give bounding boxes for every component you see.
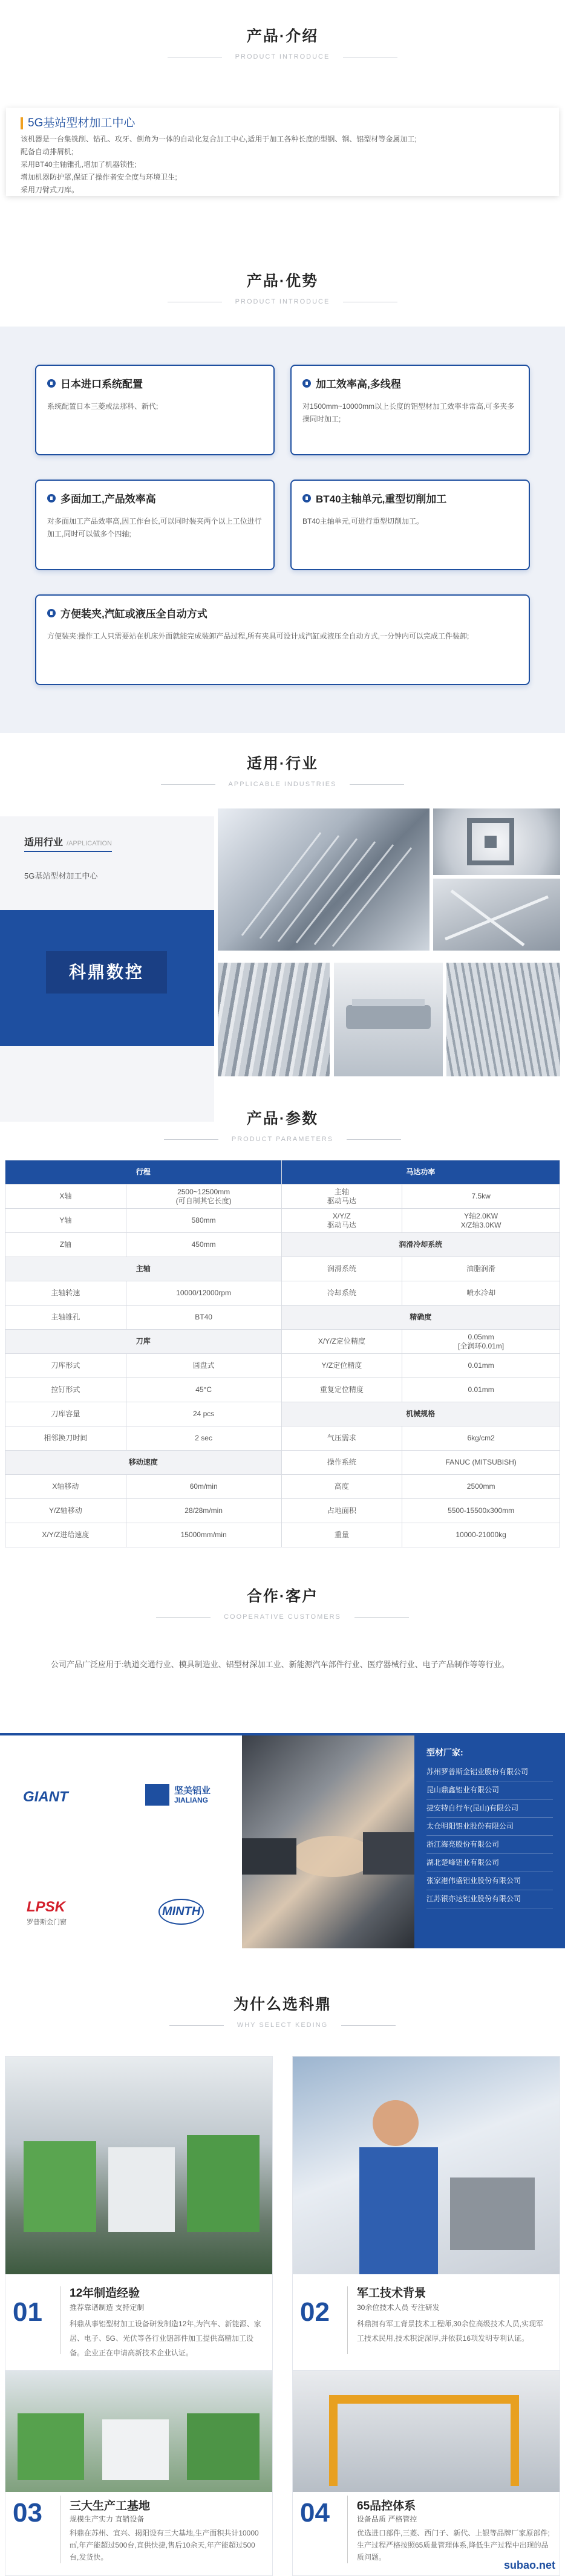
why-subtitle: WHY SELECT KEDING [224, 2021, 341, 2029]
params-row [5, 1257, 560, 1281]
params-cell: 行程 [5, 1160, 282, 1185]
industry-tag-en: /APPLICATION [67, 840, 112, 847]
params-cell: 15000mm/min [126, 1523, 281, 1547]
heatsink-fins-icon [218, 808, 429, 951]
params-cell: 机械规格 [281, 1402, 560, 1426]
params-cell: 0.05mm [全润环0.01m] [402, 1330, 560, 1354]
frame-rails-icon [433, 879, 560, 951]
intro-line: 采用刀臂式刀库。 [21, 186, 79, 194]
params-cell: 移动速度 [5, 1451, 282, 1475]
params-cell: 重量 [281, 1523, 402, 1547]
intro-desc [21, 133, 544, 197]
params-cell: 60m/min [126, 1475, 281, 1499]
why-heading [0, 1992, 565, 2030]
params-cell: Y轴2.0KW X/Z轴3.0KW [402, 1209, 560, 1233]
check-icon [302, 379, 311, 388]
advantage-title: 多面加工,产品效率高 [60, 493, 156, 505]
params-row [5, 1523, 560, 1547]
params-cell: 高度 [281, 1475, 402, 1499]
params-cell: 占地面积 [281, 1499, 402, 1523]
aluminum-part-photo [334, 963, 443, 1076]
intro-title: 产品·介绍 [246, 28, 319, 45]
advantages-heading [0, 269, 565, 307]
intro-box-title: 5G基站型材加工中心 [21, 117, 544, 129]
minth-logo: MINTH [158, 1899, 204, 1925]
intro-line: 配备自动排屑机; [21, 148, 74, 156]
profile-section-icon [433, 808, 560, 875]
aluminum-bars-photo [446, 963, 560, 1076]
params-row [5, 1354, 560, 1378]
params-cell: 7.5kw [402, 1185, 560, 1209]
params-cell: Y轴 [5, 1209, 126, 1233]
why-card-subtitle: 30余位技术人员 专注研发 [357, 2303, 440, 2312]
params-cell: 2 sec [126, 1426, 281, 1451]
why-card [5, 2056, 273, 2370]
params-cell: 圆盘式 [126, 1354, 281, 1378]
check-icon [302, 494, 311, 503]
params-cell: X/Y/Z定位精度 [281, 1330, 402, 1354]
customers-title: 合作·客户 [246, 1588, 319, 1605]
customer-item: 太仓明阳铝业股份有限公司 [426, 1818, 553, 1836]
params-cell: X轴移动 [5, 1475, 126, 1499]
customer-item: 张家港伟盛铝业股份有限公司 [426, 1872, 553, 1890]
advantage-desc: BT40主轴单元,可进行重型切削加工。 [302, 517, 424, 525]
advantage-title: 方便装夹,汽缸或液压全自动方式 [60, 608, 207, 620]
check-icon [47, 609, 56, 617]
params-cell: 主轴 驱动马达 [281, 1185, 402, 1209]
params-row [5, 1185, 560, 1209]
params-cell: 28/28m/min [126, 1499, 281, 1523]
intro-line: 采用BT40主轴锥孔,增加了机器锁性; [21, 160, 137, 169]
params-title: 产品·参数 [246, 1110, 319, 1127]
lpsk-logo-cn: 罗普斯金门窗 [27, 1919, 67, 1926]
params-cell: 主轴 [5, 1257, 282, 1281]
params-cell: 0.01mm [402, 1378, 560, 1402]
params-cell: 刀库形式 [5, 1354, 126, 1378]
gantry-icon [293, 2371, 560, 2492]
advantage-desc: 系统配置日本三菱或法那科、新代; [47, 402, 158, 411]
why-card-title: 65品控体系 [357, 2500, 416, 2513]
factory-machines-photo [5, 2057, 272, 2274]
advantage-title: BT40主轴单元,重型切削加工 [316, 493, 447, 505]
params-cell: X/Y/Z进给速度 [5, 1523, 126, 1547]
params-cell: 精确度 [281, 1306, 560, 1330]
industry-tag [24, 834, 112, 852]
params-cell: 润滑系统 [281, 1257, 402, 1281]
handshake-photo [242, 1735, 414, 1948]
params-row [5, 1499, 560, 1523]
intro-line: 增加机器防护罩,保证了操作者安全度与环境卫生; [21, 173, 177, 181]
params-row [5, 1306, 560, 1330]
technician-photo [293, 2057, 560, 2274]
why-card-desc: 科鼎从事铝型材加工设备研发制造12年,为汽车、新能源、家居、电子、5G、光伏等各行业铝部件加工提供高精加工设备。企业正在申请高新技术企业认证。 [70, 2320, 261, 2357]
advantages-title: 产品·优势 [246, 273, 319, 290]
check-icon [47, 379, 56, 388]
intro-line: 该机器是一台集铣削、钻孔、攻牙、倒角为一体的自动化复合加工中心,适用于加工各种长度的型钢、钢、铝型材等金属加工; [21, 135, 417, 143]
params-row [5, 1330, 560, 1354]
jiamei-logo-cn: 坚美铝业 [174, 1786, 211, 1796]
params-cell: 冷却系统 [281, 1281, 402, 1306]
advantage-card [35, 594, 530, 685]
why-card-title: 12年制造经验 [70, 2287, 140, 2300]
params-cell: 喷水冷却 [402, 1281, 560, 1306]
advantages-subtitle: PRODUCT INTRODUCE [222, 298, 344, 305]
params-cell: 主轴转速 [5, 1281, 126, 1306]
params-table [5, 1160, 560, 1547]
advantage-card [290, 365, 530, 455]
params-cell: 5500-15500x300mm [402, 1499, 560, 1523]
check-icon [47, 494, 56, 503]
params-cell: 24 pcs [126, 1402, 281, 1426]
params-cell: 450mm [126, 1233, 281, 1257]
why-card [5, 2370, 273, 2576]
why-card-subtitle: 规模生产实力 直销设备 [70, 2515, 145, 2523]
customer-item: 湖北楚峰铝业有限公司 [426, 1854, 553, 1872]
why-card-subtitle: 推荐靠谱制造 支持定制 [70, 2303, 145, 2312]
customer-list [414, 1735, 565, 1948]
customers-subtitle: COOPERATIVE CUSTOMERS [211, 1613, 354, 1621]
aluminum-heatsink-photo [218, 808, 429, 951]
why-card-title: 三大生产工基地 [70, 2500, 151, 2513]
customer-item: 苏州罗普斯金铝业股份有限公司 [426, 1763, 553, 1781]
advantage-title: 日本进口系统配置 [60, 379, 143, 390]
why-card [292, 2056, 560, 2370]
params-cell: 刀库容量 [5, 1402, 126, 1426]
machine-row-icon [5, 2371, 272, 2492]
jiamei-logo-mark [145, 1784, 169, 1806]
params-row [5, 1160, 560, 1185]
customer-item: 捷安特自行车(昆山)有限公司 [426, 1800, 553, 1818]
advantage-desc: 对多面加工产品效率高,因工作台长,可以同时装夹两个以上工位进行加工,同时可以做多个四轴; [47, 517, 262, 538]
handshake-icon [242, 1735, 414, 1948]
params-row [5, 1378, 560, 1402]
params-heading [0, 1107, 565, 1144]
industry-heading [0, 752, 565, 789]
params-cell: 580mm [126, 1209, 281, 1233]
aluminum-profile-photo [433, 808, 560, 875]
params-cell: 10000/12000rpm [126, 1281, 281, 1306]
params-cell: Y/Z定位精度 [281, 1354, 402, 1378]
why-card-desc: 优选进口部件,三菱、西门子、新代、上银等品牌厂家原部件;生产过程严格按照65质量管理体系,降低生产过程中出现的品质问题。 [357, 2529, 550, 2561]
why-card-title: 军工技术背景 [357, 2287, 426, 2300]
brand-name: 科鼎数控 [46, 951, 167, 994]
customer-list-title: 型材厂家: [426, 1748, 463, 1757]
params-cell: 主轴锥孔 [5, 1306, 126, 1330]
params-cell: 润滑冷却系统 [281, 1233, 560, 1257]
advantage-card [290, 480, 530, 570]
params-cell: 0.01mm [402, 1354, 560, 1378]
params-row [5, 1281, 560, 1306]
why-number: 02 [300, 2297, 330, 2327]
params-row [5, 1233, 560, 1257]
customer-item: 昆山鼎鑫铝业有限公司 [426, 1781, 553, 1800]
customers-heading [0, 1584, 565, 1622]
params-cell: 45°C [126, 1378, 281, 1402]
divider-line [347, 2286, 348, 2354]
advantage-desc: 对1500mm~10000mm以上长度的铝型材加工效率非常高,可多夹多操同时加工; [302, 402, 515, 423]
params-row [5, 1402, 560, 1426]
params-cell: FANUC (MITSUBISH) [402, 1451, 560, 1475]
why-number: 03 [13, 2498, 42, 2528]
why-number: 04 [300, 2498, 330, 2528]
brand-block [0, 910, 214, 1046]
params-row [5, 1451, 560, 1475]
params-cell: 10000-21000kg [402, 1523, 560, 1547]
industry-title: 适用·行业 [246, 755, 319, 772]
aluminum-frame-photo [433, 879, 560, 951]
advantage-desc: 方便装夹:操作工人只需要站在机床外面就能完成装卸产品过程,所有夹具可设计成汽缸或液压全自动方式,一分钟内可以完成工件装卸; [47, 632, 469, 640]
advantage-title: 加工效率高,多线程 [316, 379, 401, 390]
watermark: subao.net [503, 2559, 555, 2571]
quality-line-photo [293, 2371, 560, 2492]
why-card-subtitle: 设备品质 严格管控 [357, 2515, 417, 2523]
industry-text: 5G基站型材加工中心 [24, 871, 98, 880]
production-base-photo [5, 2371, 272, 2492]
industry-tag-label: 适用行业 [24, 838, 64, 848]
why-number: 01 [13, 2297, 42, 2327]
why-card-desc: 科鼎在苏州、宜兴、揭阳设有三大基地,生产面积共计10000㎡,年产能超过500台,直供快捷,售后10余天,年产能超过500台,发货快。 [70, 2529, 259, 2561]
customers-intro: 公司产品广泛应用于:轨道交通行业、模具制造业、铝型材深加工业、新能源汽车部件行业、医疗器械行业、电子产品制作等等行业。 [51, 1660, 509, 1669]
customer-item: 浙江海亮股份有限公司 [426, 1836, 553, 1854]
params-cell: BT40 [126, 1306, 281, 1330]
worker-icon [293, 2057, 560, 2274]
params-row [5, 1475, 560, 1499]
params-cell: 马达功率 [281, 1160, 560, 1185]
params-cell: 操作系统 [281, 1451, 402, 1475]
params-cell: 6kg/cm2 [402, 1426, 560, 1451]
params-cell: Z轴 [5, 1233, 126, 1257]
params-cell: 刀库 [5, 1330, 282, 1354]
params-cell: 气压需求 [281, 1426, 402, 1451]
params-row [5, 1426, 560, 1451]
params-cell: Y/Z轴移动 [5, 1499, 126, 1523]
params-subtitle: PRODUCT PARAMETERS [218, 1136, 347, 1143]
params-cell: X轴 [5, 1185, 126, 1209]
params-cell: 拉钉形式 [5, 1378, 126, 1402]
divider-line [347, 2496, 348, 2563]
extrusion-part-icon [334, 963, 443, 1076]
advantage-card [35, 365, 275, 455]
intro-box [6, 108, 559, 196]
why-card-desc: 科鼎拥有军工背景技术工程师,30余位高级技术人员,实现军工技术民用,技术积淀深厚,并依获16项发明专利认证。 [357, 2320, 544, 2343]
industry-subtitle: APPLICABLE INDUSTRIES [215, 781, 350, 788]
params-cell: 油脂润滑 [402, 1257, 560, 1281]
aluminum-rods-photo [218, 963, 330, 1076]
params-cell: 2500mm [402, 1475, 560, 1499]
giant-logo: GIANT [23, 1789, 68, 1805]
params-cell: X/Y/Z 驱动马达 [281, 1209, 402, 1233]
params-row [5, 1209, 560, 1233]
lpsk-logo: LPSK [27, 1899, 66, 1915]
jiamei-logo-en: JIALIANG [174, 1796, 209, 1804]
why-card [292, 2370, 560, 2576]
params-cell: 重复定位精度 [281, 1378, 402, 1402]
why-title: 为什么选科鼎 [233, 1996, 331, 2013]
machine-icon [5, 2057, 272, 2274]
params-cell: 2500~12500mm (可自制其它长度) [126, 1185, 281, 1209]
customer-item: 江苏银亦达铝业股份有限公司 [426, 1890, 553, 1908]
params-cell: 相邻换刀时间 [5, 1426, 126, 1451]
intro-subtitle: PRODUCT INTRODUCE [222, 53, 344, 60]
intro-heading [0, 24, 565, 62]
advantage-card [35, 480, 275, 570]
